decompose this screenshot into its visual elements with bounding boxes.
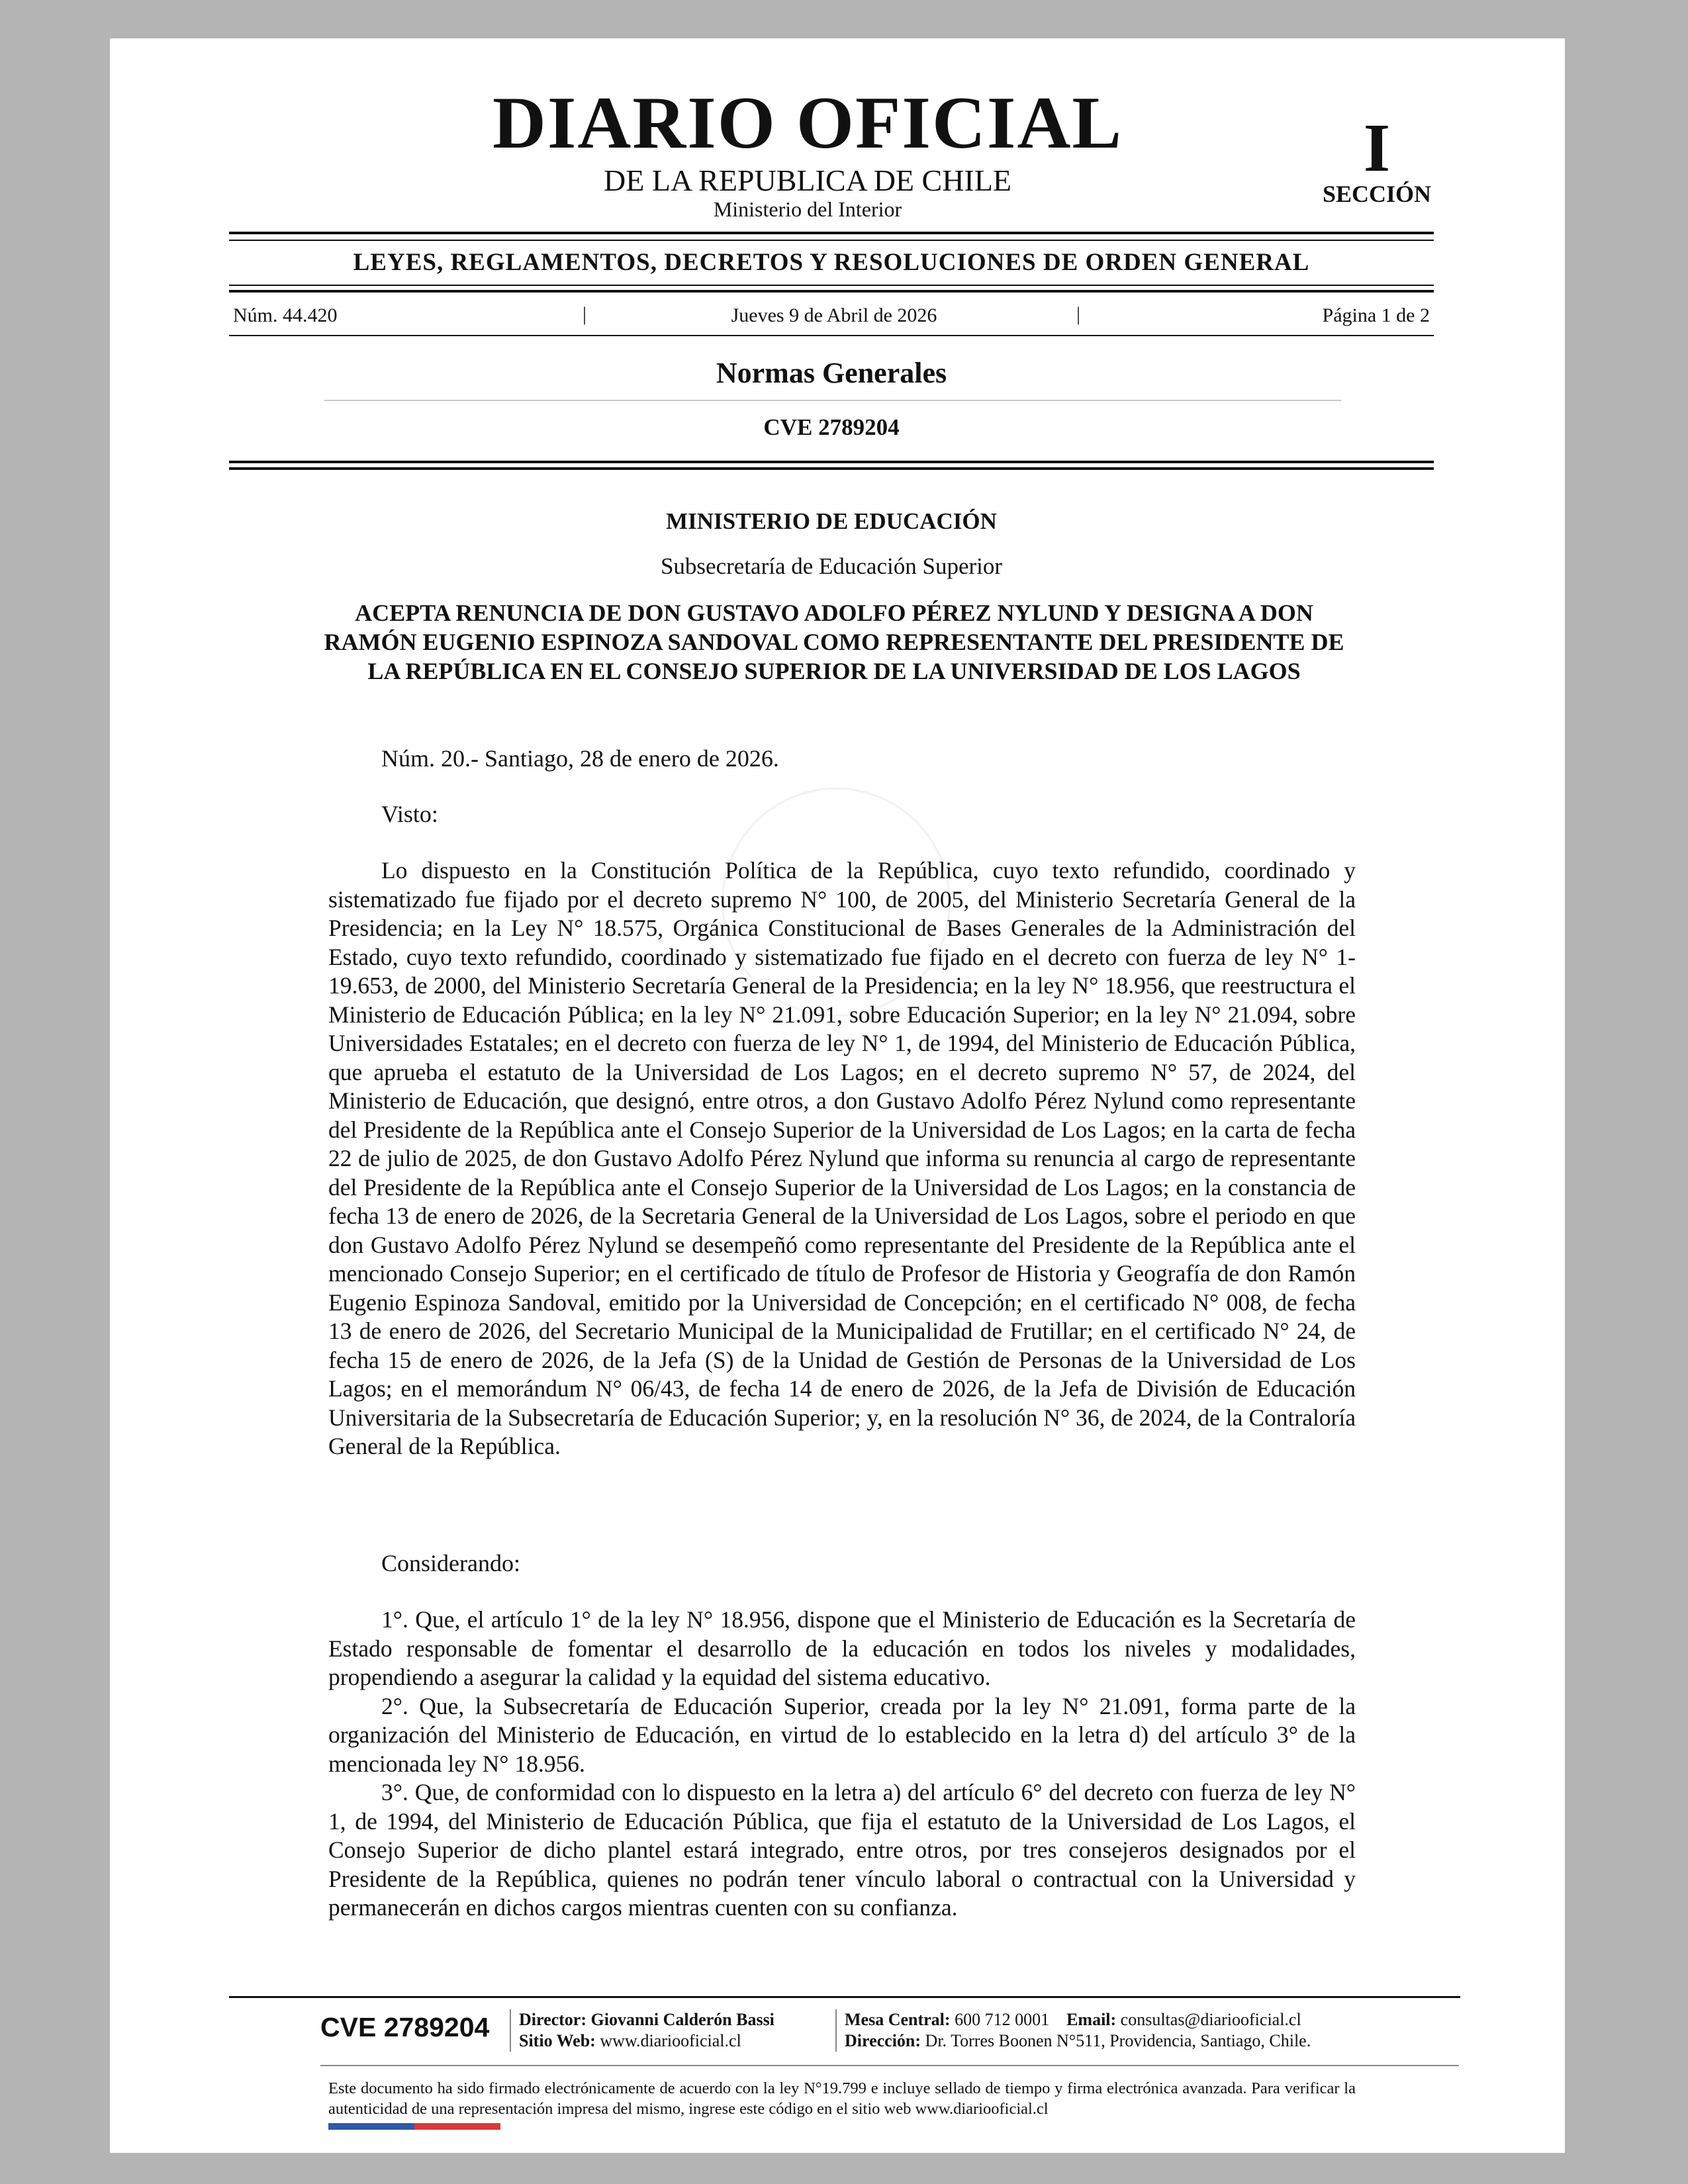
masthead-subtitle: DE LA REPUBLICA DE CHILE (604, 163, 1011, 197)
footer-cve: CVE 2789204 (320, 2012, 490, 2042)
divider-thin (324, 400, 1341, 401)
decree-title: ACEPTA RENUNCIA DE DON GUSTAVO ADOLFO PÉREZ NYLUND Y DESIGNA A DON RAMÓN EUGENIO ESPINOZA SANDOVAL COMO REPRESENTANTE DEL PRESIDENTE DE LA REPÚBLICA EN EL CONSEJO SUPERIOR DE LA UNIVERSIDAD DE LOS LAGOS (324, 600, 1344, 684)
footer-divider (510, 2009, 511, 2052)
phone-label: Mesa Central: (845, 2010, 951, 2029)
rule-cve-1 (229, 461, 1434, 463)
band-title: LEYES, REGLAMENTOS, DECRETOS Y RESOLUCIONES DE ORDEN GENERAL (353, 249, 1310, 276)
masthead-title: DIARIO OFICIAL (492, 82, 1123, 164)
decree-subsecretary: Subsecretaría de Educación Superior (660, 553, 1003, 579)
issue-number: Núm. 44.420 (233, 304, 338, 326)
section-heading: Normas Generales (716, 357, 947, 389)
considerando-item: 2°. Que, la Subsecretaría de Educación Superior, creada por la ley N° 21.091, forma parte de la organización del Ministerio de Educación, en virtud de lo establecido en la letra d) del artículo 3° de la mencionada ley N° 18.956. (328, 1692, 1356, 1777)
footer-divider (835, 2009, 837, 2052)
director-label: Director: (519, 2010, 587, 2029)
considerando-item: 1°. Que, el artículo 1° de la ley N° 18.956, dispone que el Ministerio de Educación es la Secretaría de Estado responsable de fomentar el desarrollo de la educación en todos los niveles y modalidades, propendiendo a asegurar la calidad y la equidad del sistema educativo. (328, 1606, 1356, 1690)
director-name: Giovanni Calderón Bassi (590, 2010, 774, 2029)
address-value: Dr. Torres Boonen N°511, Providencia, Santiago, Chile. (925, 2031, 1311, 2050)
rule-band-1 (229, 285, 1434, 286)
issue-separator: | (1076, 303, 1081, 325)
section-label: SECCIÓN (1322, 181, 1432, 207)
cve-heading: CVE 2789204 (763, 414, 900, 440)
rule-meta (229, 335, 1434, 336)
issue-separator: | (583, 303, 587, 325)
email-label: Email: (1066, 2010, 1117, 2029)
flag-stripe-blue (328, 2123, 414, 2130)
email-value[interactable]: consultas@diariooficial.cl (1120, 2010, 1301, 2029)
footer-rule (229, 1996, 1460, 1998)
flag-stripe-red (414, 2123, 500, 2130)
legal-notice: Este documento ha sido firmado electrónicamente de acuerdo con la ley N°19.799 e incluye sellado de tiempo y firma electrónica avanzada. Para verificar la autenticidad de una representación impresa del mismo, ingrese este código en el sitio web www.diariooficial.cl (328, 2079, 1356, 2118)
section-number: I (1363, 110, 1391, 186)
web-label: Sitio Web: (519, 2031, 596, 2050)
footer-thin-rule (320, 2065, 1459, 2066)
footer-director-block (519, 2009, 837, 2052)
phone-value: 600 712 0001 (955, 2010, 1050, 2029)
rule-band-2 (229, 290, 1434, 293)
rule-top-2 (229, 240, 1434, 241)
considerando-label: Considerando: (381, 1550, 520, 1576)
considerando-item: 3°. Que, de conformidad con lo dispuesto en la letra a) del artículo 6° del decreto con fuerza de ley N° 1, de 1994, del Ministerio de Educación Pública, que fija el estatuto de la Universidad de Los Lagos, el Consejo Superior de dicho plantel estará integrado, entre otros, por tres consejeros designados por el Presidente de la República, quienes no podrán tener vínculo laboral o contractual con la Universidad y permanecerán en dichos cargos mientras cuenten con su confianza. (328, 1779, 1356, 1921)
visto-label: Visto: (381, 801, 438, 827)
footer-contact-block (845, 2009, 1374, 2052)
address-label: Dirección: (845, 2031, 921, 2050)
rule-top-1 (229, 232, 1434, 234)
issue-page: Página 1 de 2 (1322, 304, 1430, 326)
decree-number-date: Núm. 20.- Santiago, 28 de enero de 2026. (381, 745, 779, 772)
rule-cve-2 (229, 467, 1434, 470)
web-value[interactable]: www.diariooficial.cl (600, 2031, 741, 2050)
considerandos-list (328, 1606, 1356, 1923)
decree-ministry: MINISTERIO DE EDUCACIÓN (666, 508, 997, 534)
visto-text: Lo dispuesto en la Constitución Política de la República, cuyo texto refundido, coordinado y sistematizado fue fijado por el decreto supremo N° 100, de 2005, del Ministerio Secretaría General de la Presidencia; en la Ley N° 18.575, Orgánica Constitucional de Bases Generales de la Administración del Estado, cuyo texto refundido, coordinado y sistematizado fue fijado en el decreto con fuerza de ley N° 1-19.653, de 2000, del Ministerio Secretaría General de la Presidencia; en la ley N° 18.956, que reestructura el Ministerio de Educación Pública; en la ley N° 21.091, sobre Educación Superior; en la ley N° 21.094, sobre Universidades Estatales; en el decreto con fuerza de ley N° 1, de 1994, del Ministerio de Educación Pública, que aprueba el estatuto de la Universidad de Los Lagos; en el decreto supremo N° 57, de 2024, del Ministerio de Educación, que designó, entre otros, a don Gustavo Adolfo Pérez Nylund como representante del Presidente de la República ante el Consejo Superior de la Universidad de Los Lagos; en la carta de fecha 22 de julio de 2025, de don Gustavo Adolfo Pérez Nylund que informa su renuncia al cargo de representante del Presidente de la República ante el Consejo Superior de la Universidad de Los Lagos; en la constancia de fecha 13 de enero de 2026, de la Secretaria General de la Universidad de Los Lagos, sobre el periodo en que don Gustavo Adolfo Pérez Nylund se desempeñó como representante del Presidente de la República ante el mencionado Consejo Superior; en el certificado de título de Profesor de Historia y Geografía de don Ramón Eugenio Espinoza Sandoval, emitido por la Universidad de Concepción; en el certificado N° 008, de fecha 13 de enero de 2026, del Secretario Municipal de la Municipalidad de Frutillar; en el certificado N° 24, de fecha 15 de enero de 2026, de la Jefa (S) de la Unidad de Gestión de Personas de la Universidad de Los Lagos; en el memorándum N° 06/43, de fecha 14 de enero de 2026, de la Jefa de División de Educación Universitaria de la Subsecretaría de Educación Superior; y, en la resolución N° 36, de 2024, de la Contraloría General de la República. (328, 857, 1356, 1459)
issue-date: Jueves 9 de Abril de 2026 (731, 304, 937, 326)
masthead-ministry: Ministerio del Interior (713, 197, 902, 221)
